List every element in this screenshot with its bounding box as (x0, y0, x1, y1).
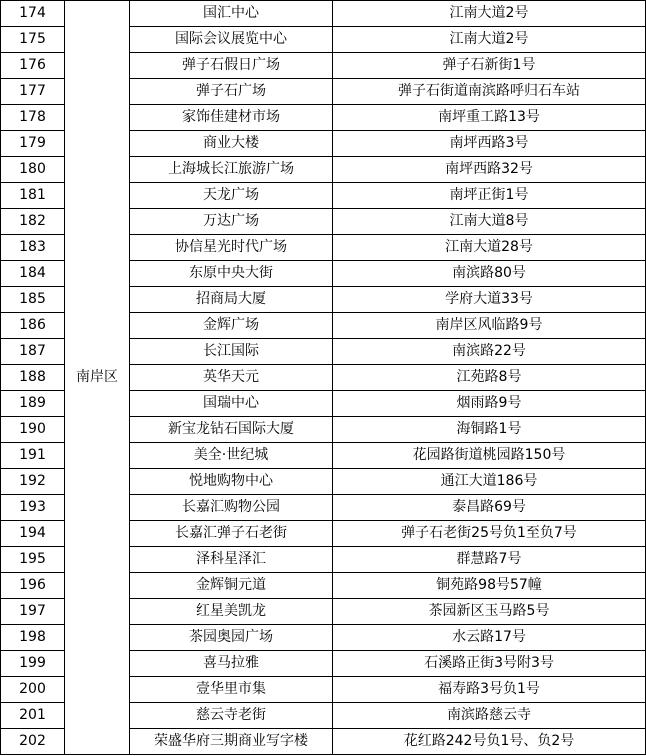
row-number: 187 (1, 339, 65, 365)
row-number: 175 (1, 27, 65, 53)
row-number: 196 (1, 573, 65, 599)
row-number: 201 (1, 703, 65, 729)
row-number: 195 (1, 547, 65, 573)
place-address: 福寿路3号负1号 (333, 677, 646, 703)
place-name: 协信星光时代广场 (130, 235, 333, 261)
place-name: 悦地购物中心 (130, 469, 333, 495)
place-name: 万达广场 (130, 209, 333, 235)
place-address: 茶园新区玉马路5号 (333, 599, 646, 625)
row-number: 198 (1, 625, 65, 651)
place-name: 家饰佳建材市场 (130, 105, 333, 131)
row-number: 177 (1, 79, 65, 105)
place-name: 天龙广场 (130, 183, 333, 209)
place-address: 南坪重工路13号 (333, 105, 646, 131)
place-name: 喜马拉雅 (130, 651, 333, 677)
place-address: 南坪西路32号 (333, 157, 646, 183)
row-number: 174 (1, 1, 65, 27)
place-name: 茶园奥园广场 (130, 625, 333, 651)
row-number: 194 (1, 521, 65, 547)
place-name: 弹子石广场 (130, 79, 333, 105)
place-address: 铜苑路98号57幢 (333, 573, 646, 599)
place-address: 通江大道186号 (333, 469, 646, 495)
row-number: 202 (1, 729, 65, 755)
place-name: 国汇中心 (130, 1, 333, 27)
row-number: 191 (1, 443, 65, 469)
row-number: 182 (1, 209, 65, 235)
place-address: 花园路街道桃园路150号 (333, 443, 646, 469)
row-number: 189 (1, 391, 65, 417)
row-number: 190 (1, 417, 65, 443)
place-name: 长嘉汇购物公园 (130, 495, 333, 521)
place-name: 壹华里市集 (130, 677, 333, 703)
place-address: 弹子石街道南滨路呼归石车站 (333, 79, 646, 105)
place-name: 美全·世纪城 (130, 443, 333, 469)
place-address: 烟雨路9号 (333, 391, 646, 417)
place-name: 长嘉汇弹子石老街 (130, 521, 333, 547)
table-body (1, 1, 646, 755)
place-name: 招商局大厦 (130, 287, 333, 313)
place-name: 英华天元 (130, 365, 333, 391)
row-number: 179 (1, 131, 65, 157)
place-address: 南滨路慈云寺 (333, 703, 646, 729)
row-number: 192 (1, 469, 65, 495)
row-number: 180 (1, 157, 65, 183)
place-address: 弹子石新街1号 (333, 53, 646, 79)
place-address: 南滨路22号 (333, 339, 646, 365)
place-address: 石溪路正街3号附3号 (333, 651, 646, 677)
row-number: 186 (1, 313, 65, 339)
place-address: 江南大道8号 (333, 209, 646, 235)
place-name: 金辉广场 (130, 313, 333, 339)
place-name: 商业大楼 (130, 131, 333, 157)
place-name: 东原中央大街 (130, 261, 333, 287)
place-address: 南滨路80号 (333, 261, 646, 287)
place-address: 南岸区风临路9号 (333, 313, 646, 339)
place-name: 金辉铜元道 (130, 573, 333, 599)
place-address: 江南大道2号 (333, 27, 646, 53)
row-number: 188 (1, 365, 65, 391)
place-name: 长江国际 (130, 339, 333, 365)
place-address: 水云路17号 (333, 625, 646, 651)
table-row (1, 1, 646, 27)
place-address: 江南大道2号 (333, 1, 646, 27)
place-address: 群慧路7号 (333, 547, 646, 573)
place-address: 南坪正街1号 (333, 183, 646, 209)
place-address: 弹子石老街25号负1至负7号 (333, 521, 646, 547)
row-number: 199 (1, 651, 65, 677)
place-name: 新宝龙钻石国际大厦 (130, 417, 333, 443)
place-name: 弹子石假日广场 (130, 53, 333, 79)
row-number: 184 (1, 261, 65, 287)
place-name: 上海城长江旅游广场 (130, 157, 333, 183)
place-address: 江南大道28号 (333, 235, 646, 261)
place-name: 慈云寺老街 (130, 703, 333, 729)
place-name: 红星美凯龙 (130, 599, 333, 625)
row-number: 185 (1, 287, 65, 313)
place-name: 国瑞中心 (130, 391, 333, 417)
place-address: 海铜路1号 (333, 417, 646, 443)
row-number: 178 (1, 105, 65, 131)
row-number: 183 (1, 235, 65, 261)
row-number: 197 (1, 599, 65, 625)
district-cell: 南岸区 (65, 1, 130, 755)
place-address: 花红路242号负1号、负2号 (333, 729, 646, 755)
place-address: 学府大道33号 (333, 287, 646, 313)
row-number: 176 (1, 53, 65, 79)
row-number: 181 (1, 183, 65, 209)
row-number: 200 (1, 677, 65, 703)
place-name: 泽科星泽汇 (130, 547, 333, 573)
place-name: 国际会议展览中心 (130, 27, 333, 53)
place-address: 南坪西路3号 (333, 131, 646, 157)
row-number: 193 (1, 495, 65, 521)
place-name: 荣盛华府三期商业写字楼 (130, 729, 333, 755)
place-address: 泰昌路69号 (333, 495, 646, 521)
place-address: 江苑路8号 (333, 365, 646, 391)
